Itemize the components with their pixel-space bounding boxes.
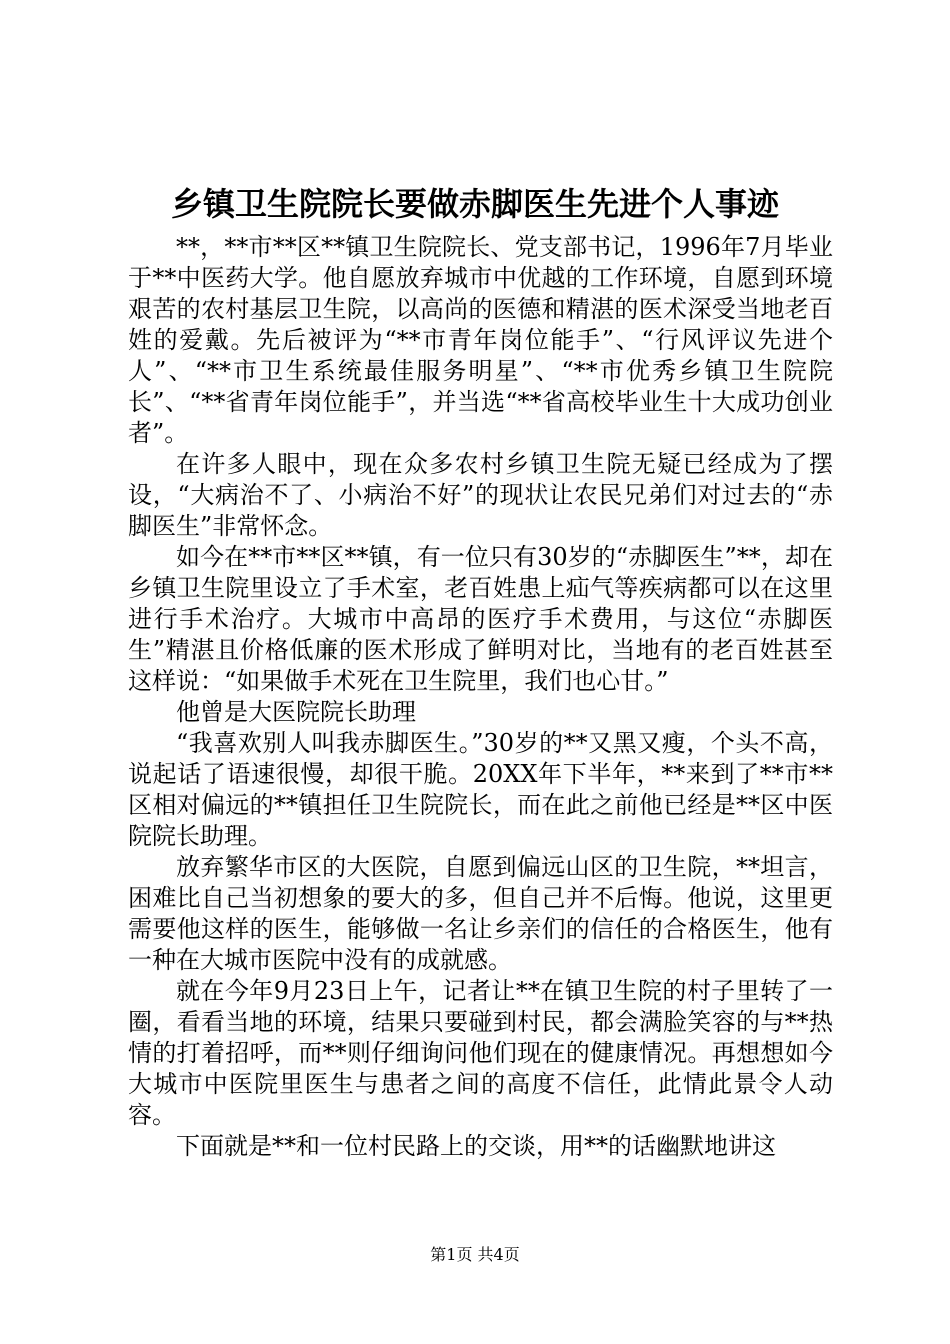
paragraph: “我喜欢别人叫我赤脚医生。”30岁的**又黑又瘦，个头不高，说起话了语速很慢，却很干脆。20XX年下半年，**来到了**市**区相对偏远的**镇担任卫生院院长，而在此之前他已经是**区中医院院长助理。 — [128, 729, 833, 850]
document-body — [128, 232, 833, 1162]
paragraph: 放弃繁华市区的大医院，自愿到偏远山区的卫生院，**坦言，困难比自己当初想象的要大的多，但自己并不后悔。他说，这里更需要他这样的医生，能够做一名让乡亲们的信任的合格医生，他有一种在大城市医院中没有的成就感。 — [128, 853, 833, 974]
section-heading: 他曾是大医院院长助理 — [176, 698, 416, 726]
paragraph: 就在今年9月23日上午，记者让**在镇卫生院的村子里转了一圈，看看当地的环境，结果只要碰到村民，都会满脸笑容的与**热情的打着招呼，而**则仔细询问他们现在的健康情况。再想想如今大城市中医院里医生与患者之间的高度不信任，此情此景令人动容。 — [128, 977, 833, 1129]
paragraph: 如今在**市**区**镇，有一位只有30岁的“赤脚医生”**，却在乡镇卫生院里设立了手术室，老百姓患上疝气等疾病都可以在这里进行手术治疗。大城市中高昂的医疗手术费用，与这位“赤脚医生”精湛且价格低廉的医术形成了鲜明对比，当地有的老百姓甚至这样说：“如果做手术死在卫生院里，我们也心甘。” — [128, 543, 833, 695]
document-title: 乡镇卫生院院长要做赤脚医生先进个人事迹 — [170, 185, 779, 223]
paragraph: 下面就是**和一位村民路上的交谈，用**的话幽默地讲这 — [176, 1132, 776, 1160]
page-footer: 第1页 共4页 — [430, 1245, 520, 1264]
paragraph: **，**市**区**镇卫生院院长、党支部书记，1996年7月毕业于**中医药大学。他自愿放弃城市中优越的工作环境，自愿到环境艰苦的农村基层卫生院，以高尚的医德和精湛的医术深受当地老百姓的爱戴。先后被评为“**市青年岗位能手”、“行风评议先进个人”、“**市卫生系统最佳服务明星”、“**市优秀乡镇卫生院院长”、“**省青年岗位能手”，并当选“**省高校毕业生十大成功创业者”。 — [128, 233, 833, 447]
paragraph: 在许多人眼中，现在众多农村乡镇卫生院无疑已经成为了摆设，“大病治不了、小病治不好”的现状让农民兄弟们对过去的“赤脚医生”非常怀念。 — [128, 450, 833, 540]
